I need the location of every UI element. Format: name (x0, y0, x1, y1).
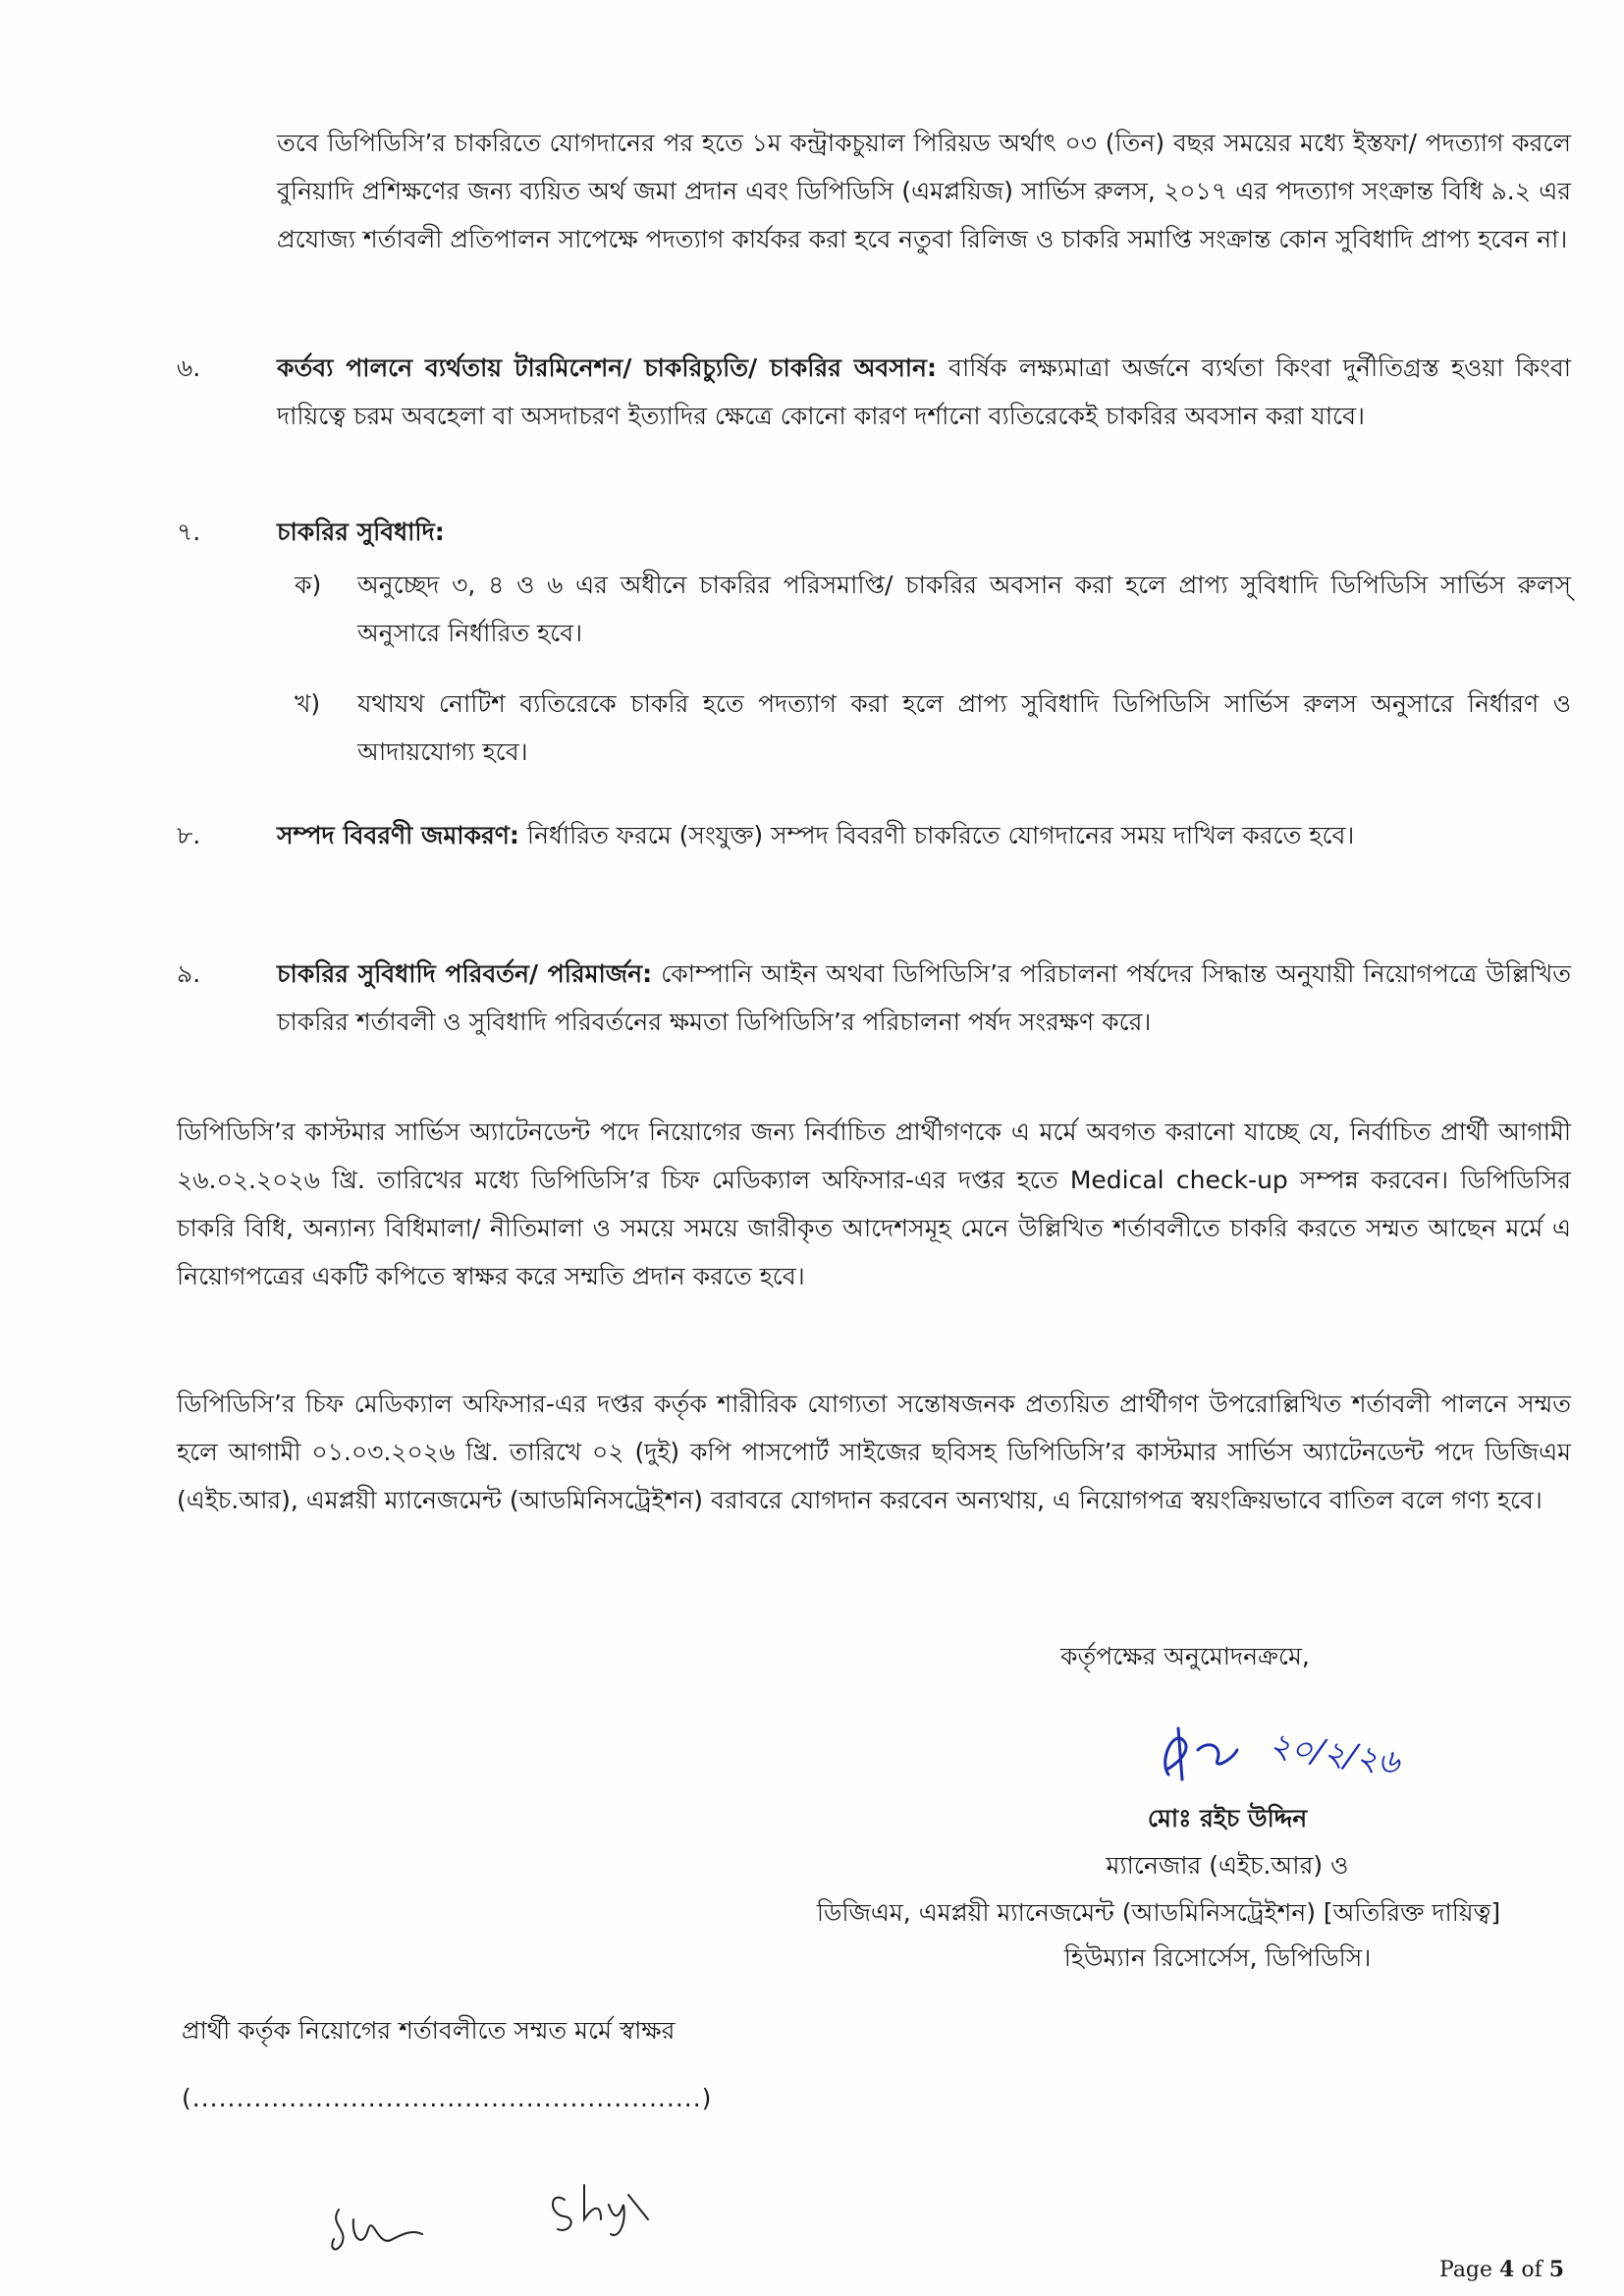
section-7-subitem-kha-text: যথাযথ নোটিশ ব্যতিরেকে চাকরি হতে পদত্যাগ করা হলে প্রাপ্য সুবিধাদি ডিপিডিসি সার্ভিস রুলস অনুসারে নির্ধারণ ও আদায়যোগ্য হবে। (357, 689, 1571, 766)
section-6-heading: কর্তব্য পালনে ব্যর্থতায় টারমিনেশন/ চাকরিচ্যুতি/ চাকরির অবসান: (277, 354, 937, 382)
section-7-number: ৭. (177, 518, 201, 546)
section-8-paragraph (277, 811, 1571, 859)
signatory-line-3: হিউম্যান রিসোর্সেস, ডিপিডিসি। (1063, 1943, 1372, 1972)
closing-paragraph-1: ডিপিডিসি’র কাস্টমার সার্ভিস অ্যাটেনডেন্ট পদে নিয়োগের জন্য নির্বাচিত প্রার্থীগণকে এ মর্মে অবগত করানো যাচ্ছে যে, নির্বাচিত প্রার্থী আগামী ২৬.০২.২০২৬ খ্রি. তারিখের মধ্যে ডিপিডিসি’র চিফ মেডিক্যাল অফিসার-এর দপ্তর হতে Medical check-up সম্পন্ন করবেন। ডিপিডিসির চাকরি বিধি, অন্যান্য বিধিমালা/ নীতিমালা ও সময়ে সময়ে জারীকৃত আদেশসমূহ মেনে উল্লিখিত শর্তাবলীতে চাকরি করতে সম্মত আছেন মর্মে এ নিয়োগপত্রের একটি কপিতে স্বাক্ষর করে সম্মতি প্রদান করতে হবে। (177, 1118, 1571, 1290)
section-7-subitem-kha-label: খ) (295, 689, 321, 718)
candidate-initials-image (324, 2190, 432, 2269)
page-current: 4 (1499, 2257, 1515, 2282)
section-9-number: ৯. (177, 959, 201, 988)
section-9-paragraph (277, 950, 1571, 1046)
section-6-paragraph (277, 344, 1571, 440)
section-6-number: ৬. (177, 354, 201, 382)
signatory-name: মোঃ রইচ উদ্দিন (1147, 1804, 1308, 1832)
closing-paragraph-2: ডিপিডিসি’র চিফ মেডিক্যাল অফিসার-এর দপ্তর কর্তৃক শারীরিক যোগ্যতা সন্তোষজনক প্রত্যয়িত প্রার্থীগণ উপরোল্লিখিত শর্তাবলী পালনে সম্মত হলে আগামী ০১.০৩.২০২৬ খ্রি. তারিখে ০২ (দুই) কপি পাসপোর্ট সাইজের ছবিসহ ডিপিডিসি’র কাস্টমার সার্ভিস অ্যাটেনডেন্ট পদে ডিজিএম (এইচ.আর), এমপ্লয়ী ম্যানেজমেন্ট (আডমিনিসট্রেইশন) বরাবরে যোগদান করবেন অন্যথায়, এ নিয়োগপত্র স্বয়ংক্রিয়ভাবে বাতিল বলে গণ্য হবে। (177, 1390, 1571, 1514)
signatory-line-2: ডিজিএম, এমপ্লয়ী ম্যানেজমেন্ট (আডমিনিসট্রেইশন) [অতিরিক্ত দায়িত্ব] (816, 1898, 1501, 1927)
section-7-subitem-ka-label: ক) (295, 571, 322, 599)
signatory-block (746, 1799, 1571, 1978)
section-6-body: বার্ষিক লক্ষ্যমাত্রা অর্জনে ব্যর্থতা কিংবা দুর্নীতিগ্রস্ত হওয়া কিংবা দায়িত্বে চরম অবহেলা বা অসদাচরণ ইত্যাদির ক্ষেত্রে কোনো কারণ দর্শানো ব্যতিরেকেই চাকরির অবসান করা যাবে। (277, 354, 1571, 430)
page-total: 5 (1548, 2257, 1565, 2282)
section-9-body: কোম্পানি আইন অথবা ডিপিডিসি’র পরিচালনা পর্ষদের সিদ্ধান্ত অনুযায়ী নিয়োগপত্রে উল্লিখিত চাকরির শর্তাবলী ও সুবিধাদি পরিবর্তনের ক্ষমতা ডিপিডিসি’র পরিচালনা পর্ষদ সংরক্ষণ করে। (277, 959, 1571, 1036)
candidate-signature-line: (..........................................................) (182, 2084, 713, 2112)
section-8-number: ৮. (177, 821, 201, 849)
section-7-subitem-ka-text: অনুচ্ছেদ ৩, ৪ ও ৬ এর অধীনে চাকরির পরিসমাপ্তি/ চাকরির অবসান করা হলে প্রাপ্য সুবিধাদি ডিপিডিসি সার্ভিস রুলস্ অনুসারে নির্ধারিত হবে। (357, 571, 1571, 647)
section-8-heading: সম্পদ বিবরণী জমাকরণ: (277, 821, 519, 849)
officer-signature-date: ২০/২/২৬ (1267, 1724, 1402, 1783)
approval-text: কর্তৃপক্ষের অনুমোদনক্রমে, (1060, 1642, 1310, 1670)
section-9-heading: চাকরির সুবিধাদি পরিবর্তন/ পরিমার্জন: (277, 959, 653, 988)
signatory-line-1: ম্যানেজার (এইচ.আর) ও (1106, 1851, 1349, 1880)
intro-paragraph: তবে ডিপিডিসি’র চাকরিতে যোগদানের পর হতে ১ম কন্ট্রাকচুয়াল পিরিয়ড অর্থাৎ ০৩ (তিন) বছর সময়ের মধ্যে ইস্তফা/ পদত্যাগ করলে বুনিয়াদি প্রশিক্ষণের জন্য ব্যয়িত অর্থ জমা প্রদান এবং ডিপিডিসি (এমপ্লয়িজ) সার্ভিস রুলস, ২০১৭ এর পদত্যাগ সংক্রান্ত বিধি ৯.২ এর প্রযোজ্য শর্তাবলী প্রতিপালন সাপেক্ষে পদত্যাগ কার্যকর করা হবে নতুবা রিলিজ ও চাকরি সমাপ্তি সংক্রান্ত কোন সুবিধাদি প্রাপ্য হবেন না। (277, 129, 1571, 253)
page-number (1439, 2257, 1564, 2282)
section-7-heading: চাকরির সুবিধাদি: (277, 518, 445, 546)
candidate-signature-image (540, 2175, 668, 2244)
candidate-consent-text: প্রার্থী কর্তৃক নিয়োগের শর্তাবলীতে সম্মত মর্মে স্বাক্ষর (182, 2016, 676, 2045)
page-of: of (1521, 2258, 1543, 2282)
section-8-body: নির্ধারিত ফরমে (সংযুক্ত) সম্পদ বিবরণী চাকরিতে যোগদানের সময় দাখিল করতে হবে। (518, 821, 1355, 849)
page-label: Page (1439, 2258, 1493, 2282)
